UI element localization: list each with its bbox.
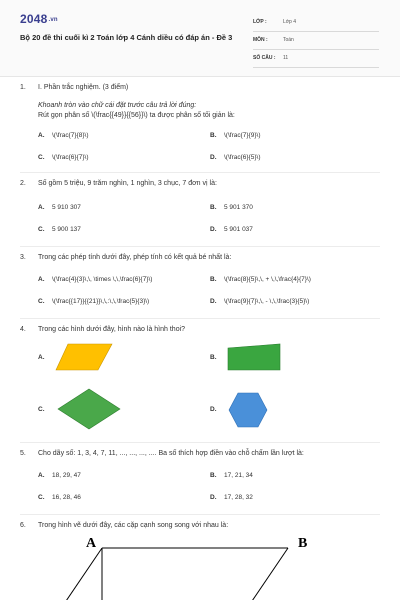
geometry-figure [60,544,300,600]
option-b[interactable]: B. [210,354,217,361]
site-logo[interactable] [20,12,58,26]
question-number: 3. [20,254,26,261]
option-a[interactable]: A. [38,354,45,361]
question-number: 4. [20,326,26,333]
question-subtext: Rút gọn phân số \(\frac{{49}}{{56}}\) ta được phân số tối giản là: [38,112,235,119]
question-text: Trong các phép tính dưới đây, phép tính có kết quả bé nhất là: [38,254,232,261]
question-instruction: Khoanh tròn vào chữ cái đặt trước câu trả lời đúng: [38,102,197,109]
rhombus-shape [56,388,122,430]
logo-sub: .vn [48,16,58,23]
option-c[interactable]: C. \(\frac{{17}}{{21}}\,\,:\,\,\frac{5}{3}\) [38,298,150,305]
meta-row-subject [253,34,379,50]
trapezoid-shape [226,342,282,372]
meta-label: SỐ CÂU : [253,55,276,61]
question-divider [20,246,380,247]
meta-table [253,16,379,70]
parallelogram-shape [54,342,114,372]
question-divider [20,172,380,173]
option-b[interactable]: B. \(\frac{7}{9}\) [210,132,261,139]
option-b[interactable]: B. 17, 21, 34 [210,472,253,479]
figure-vertex-label-b: B [298,536,308,551]
option-d[interactable]: D. 17, 28, 32 [210,494,253,501]
option-d[interactable]: D. 5 901 037 [210,226,253,233]
question-text: Cho dãy số: 1, 3, 4, 7, 11, ..., ..., ..., .... Ba số thích hợp điền vào chỗ chấm lần lượt là: [38,450,304,457]
question-number: 5. [20,450,26,457]
question-text: Số gồm 5 triệu, 9 trăm nghìn, 1 nghìn, 3 chục, 7 đơn vị là: [38,180,217,187]
option-d[interactable]: D. \(\frac{9}{7}\,\, - \,\,\frac{3}{5}\) [210,298,310,305]
question-number: 2. [20,180,26,187]
meta-value: 11 [283,55,289,61]
option-a[interactable]: A. \(\frac{4}{3}\,\, \times \,\,\frac{6}{7}\) [38,276,153,283]
option-b[interactable]: B. 5 901 370 [210,204,253,211]
meta-label: MÔN : [253,37,268,43]
option-d[interactable]: D. \(\frac{6}{5}\) [210,154,261,161]
question-number: 1. [20,84,26,91]
figure-vertex-label-a: A [86,536,97,551]
meta-value: Lớp 4 [283,19,297,25]
question-text: I. Phần trắc nghiệm. (3 điểm) [38,84,129,91]
question-number: 6. [20,522,26,529]
question-text: Trong hình vẽ dưới đây, các cặp cạnh song song với nhau là: [38,522,229,529]
option-c[interactable]: C. 16, 28, 46 [38,494,81,501]
hexagon-shape [228,392,268,428]
option-b[interactable]: B. \(\frac{8}{5}\,\, + \,\,\frac{4}{7}\) [210,276,311,283]
option-c[interactable]: C. 5 900 137 [38,226,81,233]
option-a[interactable]: A. \(\frac{7}{8}\) [38,132,89,139]
meta-value: Toán [283,37,294,43]
question-divider [20,442,380,443]
question-divider [20,318,380,319]
meta-row-class [253,16,379,32]
option-c[interactable]: C. \(\frac{6}{7}\) [38,154,89,161]
document-title: Bộ 20 đề thi cuối kì 2 Toán lớp 4 Cánh diều có đáp án - Đề 3 [20,33,233,42]
option-a[interactable]: A. 18, 29, 47 [38,472,81,479]
option-d[interactable]: D. [210,406,217,413]
logo-main: 2048 [20,12,48,26]
option-a[interactable]: A. 5 910 307 [38,204,81,211]
option-c[interactable]: C. [38,406,45,413]
document-header [0,0,400,77]
question-divider [20,514,380,515]
question-text: Trong các hình dưới đây, hình nào là hình thoi? [38,326,186,333]
meta-label: LỚP : [253,19,267,25]
meta-row-count [253,52,379,68]
